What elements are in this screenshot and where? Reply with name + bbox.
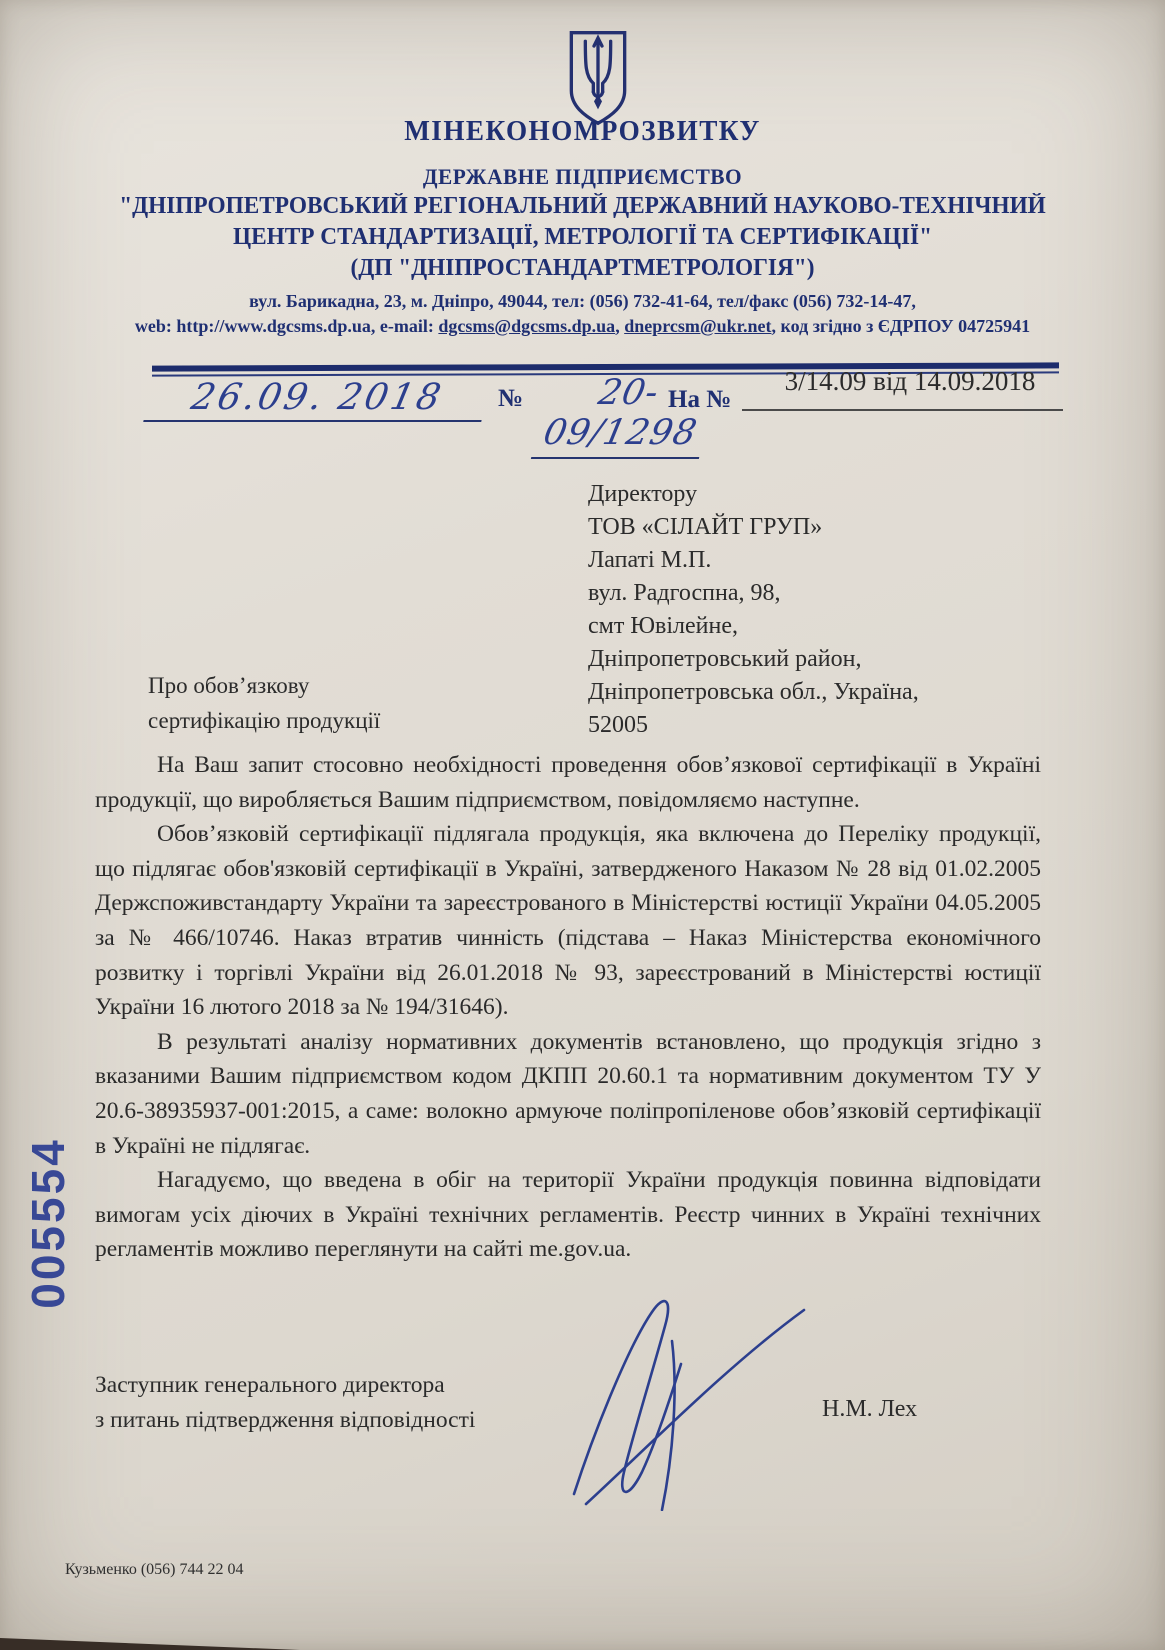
signer-name: Н.М. Лех <box>822 1396 918 1422</box>
body-paragraph: На Ваш запит стосовно необхідності проведення обов’язкової сертифікації в Україні продукції, що виробляється Вашим підприємством, повідомляємо наступне. <box>95 752 1041 813</box>
registration-stamp-number: 005554 <box>22 1137 74 1309</box>
outgoing-number-handwritten: 20-09/1298 <box>531 373 717 459</box>
addressee-line: 52005 <box>588 712 648 738</box>
signer-title-line: Заступник генерального директора <box>95 1372 445 1398</box>
handwritten-signature <box>552 1286 808 1516</box>
addressee-line: смт Ювілейне, <box>588 613 738 639</box>
addressee-line: ТОВ «СІЛАЙТ ГРУП» <box>588 514 823 540</box>
email-link-2: dneprcsm@ukr.net <box>624 316 772 336</box>
photo-edge-shadow <box>0 1638 300 1650</box>
reply-to-label: На № <box>668 386 732 413</box>
addressee-block <box>588 478 919 742</box>
org-type-line: ДЕРЖАВНЕ ПІДПРИЄМСТВО <box>422 164 743 189</box>
org-web-email-line <box>0 316 1165 337</box>
web-prefix: web: http://www.dgcsms.dp.ua, e-mail: <box>134 316 439 336</box>
org-name-line3: (ДП "ДНІПРОСТАНДАРТМЕТРОЛОГІЯ") <box>350 255 815 281</box>
email-separator: , <box>615 316 625 336</box>
addressee-line: Дніпропетровський район, <box>588 646 862 672</box>
reply-underline <box>742 409 1063 411</box>
signer-title-line: з питань підтвердження відповідності <box>95 1407 476 1433</box>
org-address-line: вул. Барикадна, 23, м. Дніпро, 49044, тел: (056) 732-41-64, тел/факс (056) 732-14-47, <box>249 291 916 311</box>
signer-title-block <box>95 1368 475 1438</box>
addressee-line: Лапаті М.П. <box>588 547 712 573</box>
subject-line: сертифікацію продукції <box>148 708 381 733</box>
subject-block <box>148 668 380 738</box>
subject-line: Про обов’язкову <box>148 673 310 698</box>
addressee-line: Дніпропетровська обл., Україна, <box>588 679 919 705</box>
letter-body <box>95 748 1041 1267</box>
edrpou-code: , код згідно з ЄДРПОУ 04725941 <box>771 316 1031 336</box>
org-name-line1: "ДНІПРОПЕТРОВСЬКИЙ РЕГІОНАЛЬНИЙ ДЕРЖАВНИЙ НАУКОВО-ТЕХНІЧНИЙ <box>119 193 1046 219</box>
executor-contact: Кузьменко (056) 744 22 04 <box>65 1561 244 1578</box>
body-paragraph: В результаті аналізу нормативних документів встановлено, що продукція згідно з вказаними Вашим підприємством кодом ДКПП 20.60.1 та нормативним документом ТУ У 20.6-38935937-001:2015, а саме: волокно армуюче поліпропіленове обов’язковій сертифікації в Україні не підлягає. <box>95 1028 1041 1159</box>
ministry-title: МІНЕКОНОМРОЗВИТКУ <box>404 116 761 147</box>
number-sign-label: № <box>498 385 524 412</box>
outgoing-date-handwritten: 26.09. 2018 <box>143 377 491 422</box>
body-paragraph: Нагадуємо, що введена в обіг на території України продукція повинна відповідати вимогам усіх діючих в Україні технічних регламентів. Реєстр чинних в Україні технічних регламентів можливо переглянути на сайті me.gov.ua. <box>95 1167 1041 1263</box>
addressee-line: вул. Радгоспна, 98, <box>588 580 781 606</box>
email-link-1: dgcsms@dgcsms.dp.ua <box>438 316 616 336</box>
body-paragraph: Обов’язковій сертифікації підлягала продукція, яка включена до Переліку продукції, що підлягає обов'язковій сертифікації в Україні, затвердженого Наказом № 28 від 01.02.2005 Держспоживстандарту України та зареєстрованого в Міністерстві юстиції України 04.05.2005 за № 466/10746. Наказ втратив чинність (підстава – Наказ Міністерства економічного розвитку і торгівлі України від 26.01.2018 № 93, зареєстрований в Міністерстві юстиції України 16 лютого 2018 за № 194/31646). <box>95 821 1041 1021</box>
reply-to-reference: 3/14.09 від 14.09.2018 <box>784 366 1036 396</box>
addressee-line: Директору <box>588 481 698 507</box>
org-name-line2: ЦЕНТР СТАНДАРТИЗАЦІЇ, МЕТРОЛОГІЇ ТА СЕРТИФІКАЦІЇ" <box>232 224 932 250</box>
